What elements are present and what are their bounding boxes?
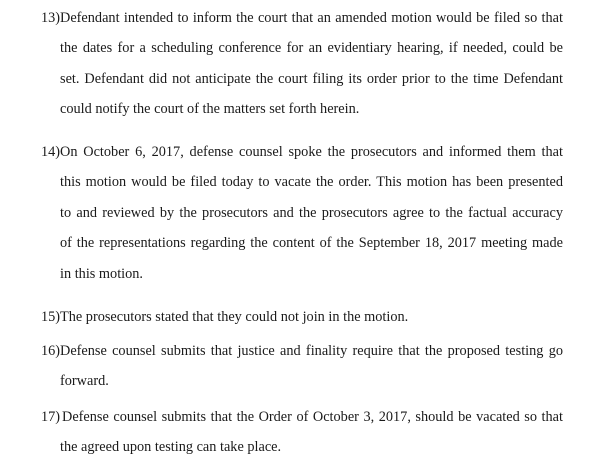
- paragraph-number: 16): [41, 343, 61, 359]
- paragraph-line: the agreed upon testing can take place.: [60, 439, 282, 456]
- paragraph-line: The prosecutors stated that they could not join in the motion.: [60, 309, 409, 325]
- paragraph-line: could notify the court of the matters set forth herein.: [60, 101, 360, 118]
- paragraph-line: Defense counsel submits that justice and finality require that the proposed testing go: [60, 343, 563, 359]
- paragraph-number: 17): [41, 409, 61, 425]
- paragraph-line: forward.: [60, 373, 109, 390]
- paragraph-number: 14): [41, 144, 61, 160]
- paragraph-17: [41, 402, 563, 463]
- paragraph-line: the dates for a scheduling conference for an evidentiary hearing, if needed, could be: [60, 40, 563, 57]
- paragraph-line: of the representations regarding the content of the September 18, 2017 meeting made: [60, 235, 563, 252]
- paragraph-line: set. Defendant did not anticipate the court filing its order prior to the time Defendant: [60, 70, 563, 87]
- paragraph-14: [41, 137, 563, 289]
- paragraph-line: this motion would be filed today to vacate the order. This motion has been presented: [60, 174, 563, 191]
- paragraph-line: in this motion.: [60, 265, 144, 282]
- paragraph-16: [41, 336, 563, 397]
- paragraph-line: to and reviewed by the prosecutors and the prosecutors agree to the factual accuracy: [60, 204, 563, 221]
- paragraph-15: [41, 302, 563, 332]
- paragraph-line: On October 6, 2017, defense counsel spoke the prosecutors and informed them that: [60, 144, 563, 160]
- paragraph-number: 13): [41, 10, 61, 26]
- paragraph-line: Defendant intended to inform the court that an amended motion would be filed so that: [60, 10, 563, 26]
- paragraph-13: [41, 3, 563, 125]
- paragraph-number: 15): [41, 309, 61, 325]
- paragraph-line: Defense counsel submits that the Order of October 3, 2017, should be vacated so that: [62, 409, 563, 425]
